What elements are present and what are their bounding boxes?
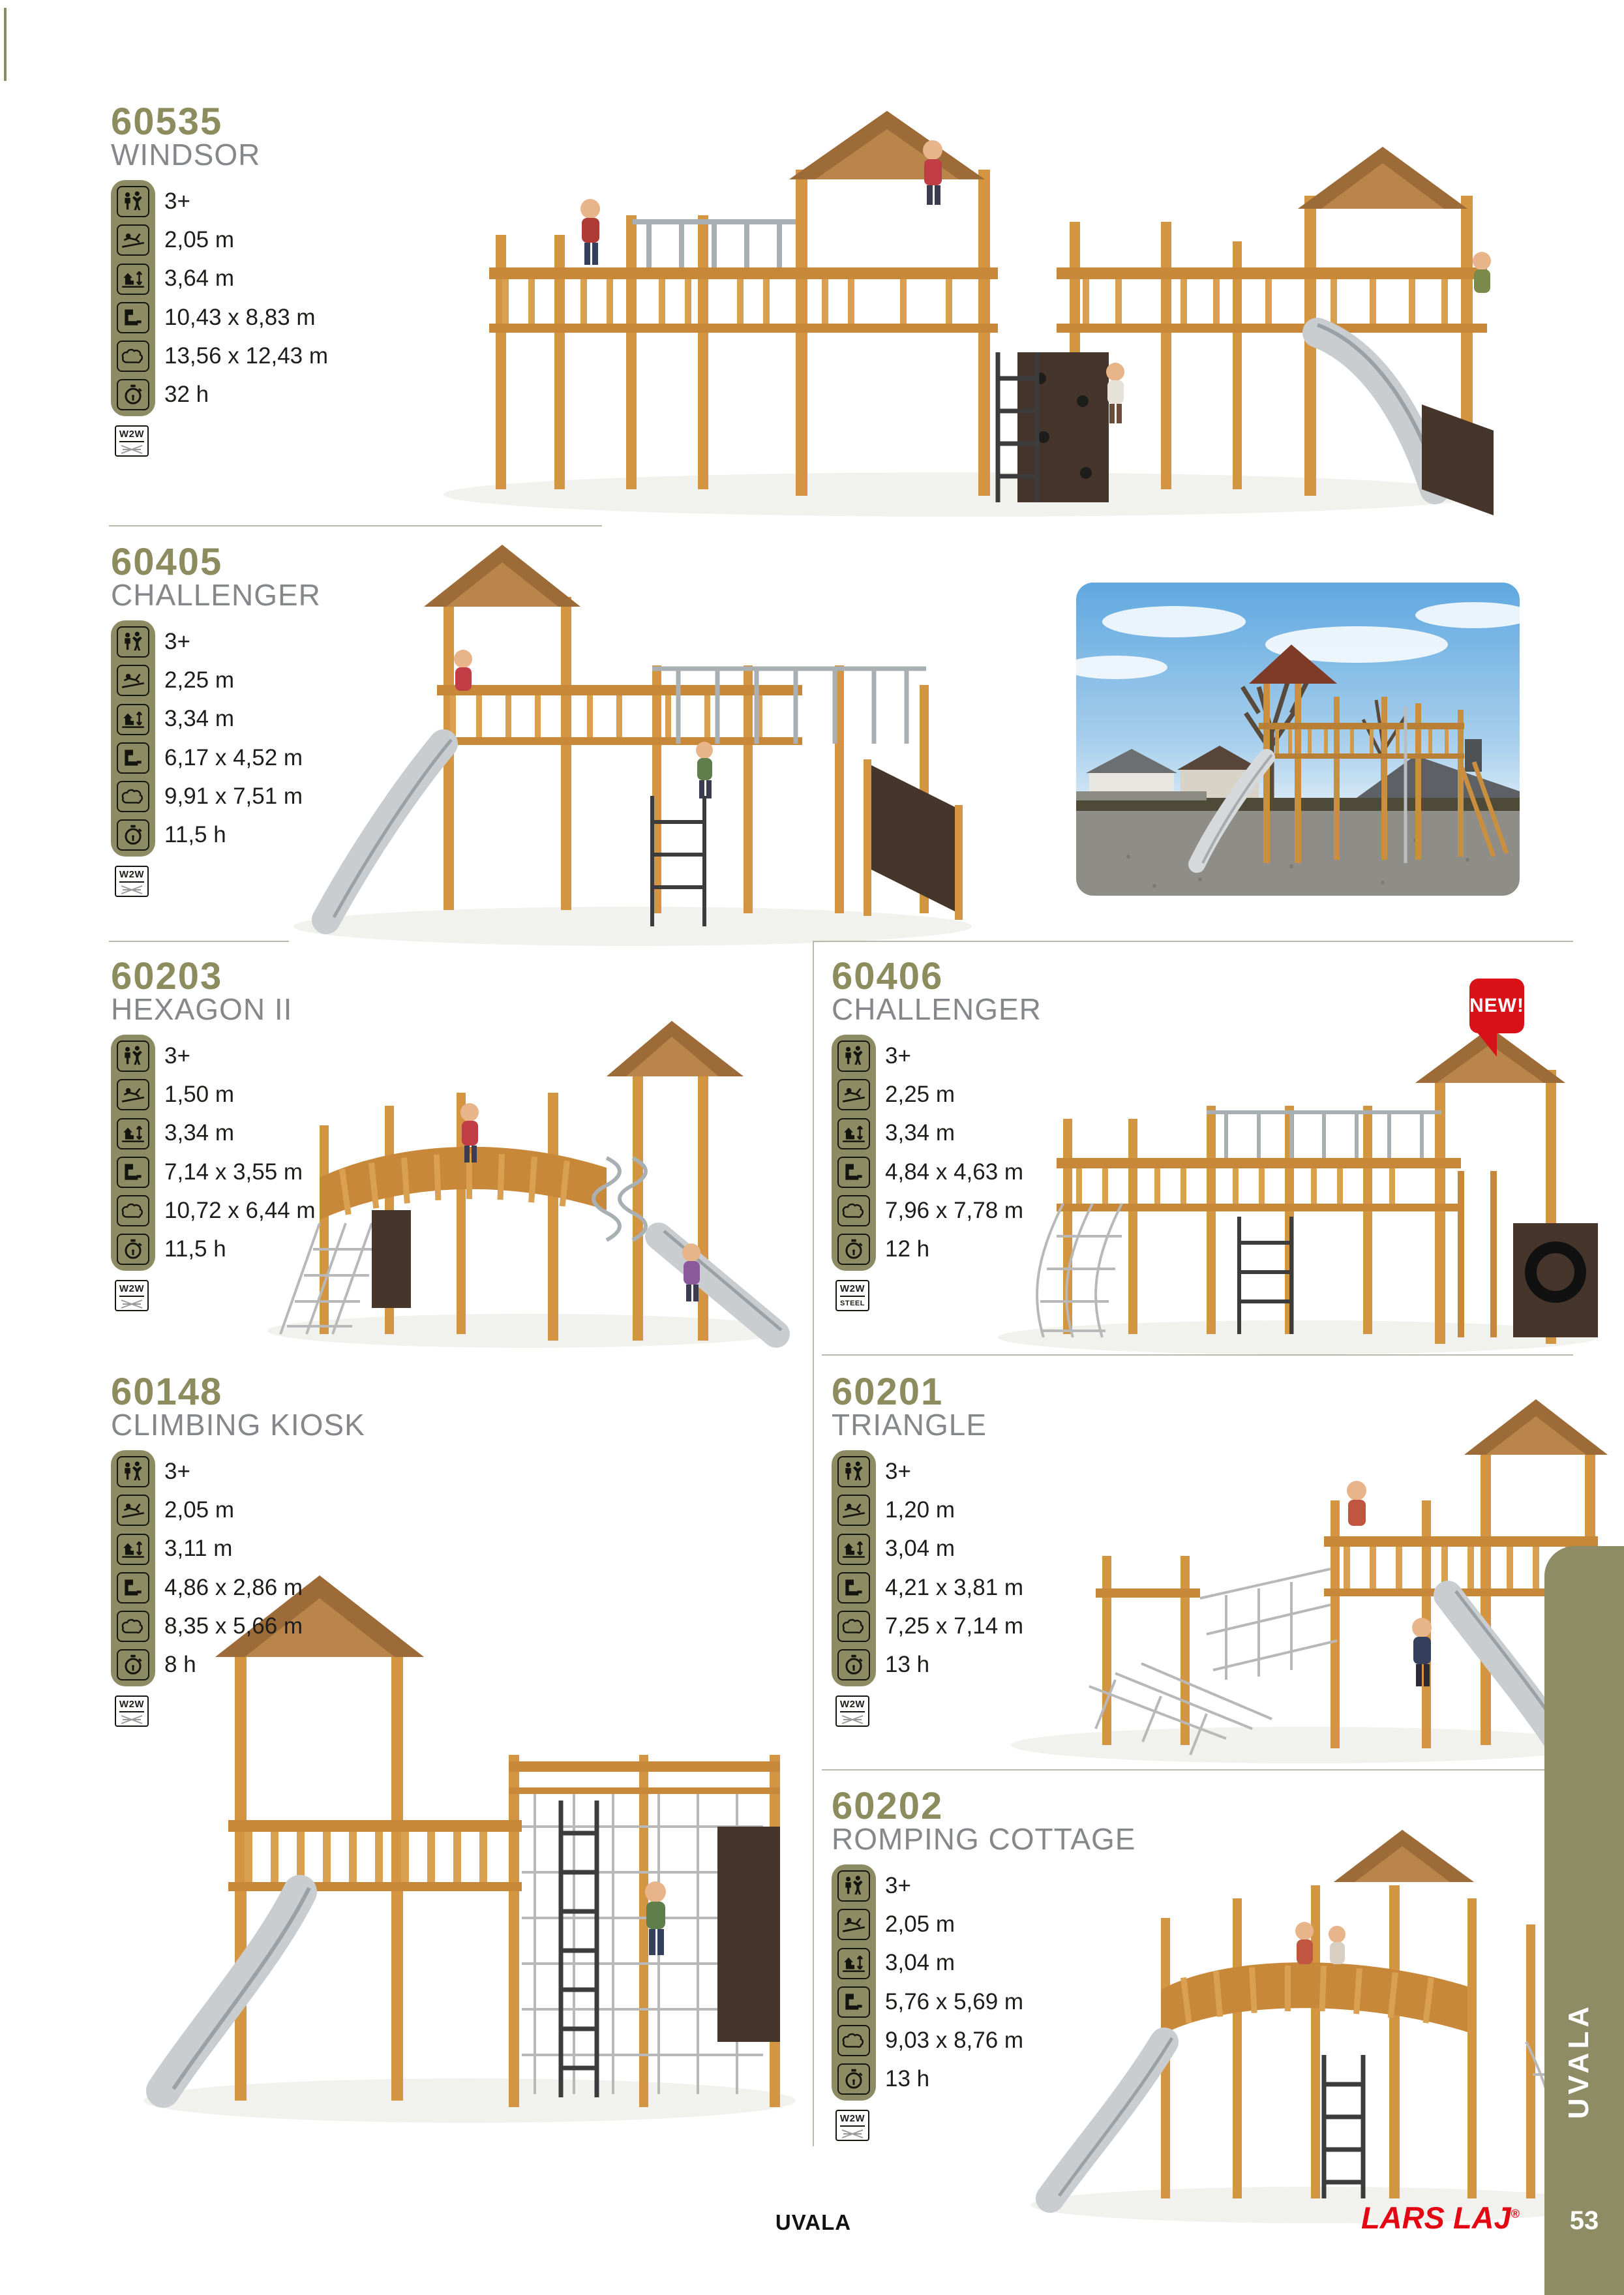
crossed-out-icon xyxy=(119,444,145,455)
spec-safety-zone: 9,03 x 8,76 m xyxy=(885,2027,1024,2053)
total-height-icon xyxy=(117,264,149,295)
divider xyxy=(109,525,602,526)
assembly-time-icon xyxy=(837,1234,870,1265)
crossed-out-icon xyxy=(119,1298,145,1310)
spec-dimensions: 5,76 x 5,69 m xyxy=(885,1988,1024,2014)
spec-age: 3+ xyxy=(885,1042,911,1069)
dimensions-icon xyxy=(117,742,149,774)
total-height-icon xyxy=(837,1118,870,1149)
total-height-icon xyxy=(117,704,149,735)
spec-icon-panel xyxy=(111,620,155,857)
product-name: WINDSOR xyxy=(111,138,261,172)
fall-height-icon xyxy=(837,1495,870,1526)
product-code: 60406 xyxy=(832,955,944,997)
product-render-60535 xyxy=(391,72,1500,522)
spec-safety-zone: 10,72 x 6,44 m xyxy=(164,1197,316,1223)
crossed-out-icon xyxy=(119,884,145,896)
assembly-time-icon xyxy=(117,819,149,851)
spec-fall-height: 2,05 m xyxy=(885,1911,955,1937)
footer-collection-label: UVALA xyxy=(775,2210,852,2234)
spec-total-height: 3,11 m xyxy=(164,1536,233,1562)
w2w-label: W2W xyxy=(119,869,144,883)
spec-list xyxy=(164,182,530,414)
w2w-badge xyxy=(115,1280,149,1311)
spec-icon-panel xyxy=(111,1035,155,1271)
product-name: CHALLENGER xyxy=(111,578,321,612)
fall-height-icon xyxy=(837,1079,870,1110)
spec-icon-panel xyxy=(832,1450,876,1686)
age-icon xyxy=(837,1456,870,1487)
w2w-badge xyxy=(115,1695,149,1727)
dimensions-icon xyxy=(117,302,149,333)
new-badge-label: NEW! xyxy=(1469,979,1524,1033)
divider xyxy=(813,941,1573,942)
spec-list xyxy=(164,622,530,855)
spec-age: 3+ xyxy=(885,1458,911,1484)
dimensions-icon xyxy=(837,1986,870,2018)
dimensions-icon xyxy=(837,1157,870,1188)
spec-safety-zone: 13,56 x 12,43 m xyxy=(164,342,328,369)
spec-dimensions: 6,17 x 4,52 m xyxy=(164,744,303,770)
spec-safety-zone: 7,96 x 7,78 m xyxy=(885,1197,1024,1223)
w2w-label: W2W xyxy=(119,1283,144,1297)
lars-laj-logo xyxy=(1357,2200,1520,2236)
spec-dimensions: 4,21 x 3,81 m xyxy=(885,1574,1024,1600)
divider xyxy=(822,1769,1573,1771)
w2w-label: W2W xyxy=(840,1699,865,1712)
crop-mark xyxy=(4,8,7,81)
w2w-badge xyxy=(115,425,149,457)
spec-assembly-time: 13 h xyxy=(885,2066,930,2092)
w2w-badge xyxy=(835,1695,869,1727)
spec-total-height: 3,34 m xyxy=(885,1120,955,1146)
spec-assembly-time: 8 h xyxy=(164,1652,196,1678)
w2w-label: W2W xyxy=(840,2113,865,2127)
spec-total-height: 3,04 m xyxy=(885,1536,955,1562)
spec-safety-zone: 7,25 x 7,14 m xyxy=(885,1613,1024,1639)
spec-list xyxy=(885,1866,1250,2099)
total-height-icon xyxy=(837,1948,870,1979)
safety-zone-icon xyxy=(117,781,149,812)
crossed-out-icon xyxy=(839,1714,865,1725)
product-name: TRIANGLE xyxy=(832,1408,987,1442)
spec-list xyxy=(164,1452,530,1684)
total-height-icon xyxy=(117,1118,149,1149)
side-tab-label: UVALA xyxy=(1563,2003,1595,2120)
spec-dimensions: 7,14 x 3,55 m xyxy=(164,1159,303,1185)
w2w-badge xyxy=(115,866,149,897)
spec-dimensions: 10,43 x 8,83 m xyxy=(164,304,316,330)
assembly-time-icon xyxy=(117,1234,149,1265)
safety-zone-icon xyxy=(117,1611,149,1642)
w2w-badge xyxy=(835,2110,869,2141)
new-badge-tail xyxy=(1475,1029,1497,1057)
spec-fall-height: 1,50 m xyxy=(164,1081,234,1107)
age-icon xyxy=(837,1870,870,1902)
w2w-label: W2W xyxy=(119,429,144,442)
spec-dimensions: 4,84 x 4,63 m xyxy=(885,1159,1024,1185)
age-icon xyxy=(837,1041,870,1072)
assembly-time-icon xyxy=(837,1649,870,1680)
product-code: 60405 xyxy=(111,541,223,583)
spec-list xyxy=(885,1452,1250,1684)
spec-age: 3+ xyxy=(885,1872,911,1898)
total-height-icon xyxy=(837,1534,870,1565)
spec-total-height: 3,04 m xyxy=(885,1950,955,1976)
spec-icon-panel xyxy=(832,1864,876,2101)
product-name: CHALLENGER xyxy=(832,992,1042,1026)
spec-age: 3+ xyxy=(164,628,190,654)
age-icon xyxy=(117,1041,149,1072)
fall-height-icon xyxy=(117,1495,149,1526)
spec-total-height: 3,34 m xyxy=(164,1120,234,1146)
safety-zone-icon xyxy=(117,341,149,372)
product-code: 60201 xyxy=(832,1371,944,1413)
w2w-label: W2W xyxy=(840,1283,865,1297)
safety-zone-icon xyxy=(117,1195,149,1226)
product-name: ROMPING COTTAGE xyxy=(832,1822,1136,1856)
spec-dimensions: 4,86 x 2,86 m xyxy=(164,1574,303,1600)
product-photo-60405 xyxy=(1076,583,1520,896)
crossed-out-icon xyxy=(119,1714,145,1725)
product-code: 60202 xyxy=(832,1785,944,1827)
dimensions-icon xyxy=(117,1572,149,1603)
spec-fall-height: 2,25 m xyxy=(885,1081,955,1107)
spec-assembly-time: 12 h xyxy=(885,1236,930,1262)
spec-fall-height: 1,20 m xyxy=(885,1497,955,1523)
spec-safety-zone: 8,35 x 5,66 m xyxy=(164,1613,303,1639)
new-badge xyxy=(1469,979,1526,1057)
divider xyxy=(109,941,289,942)
spec-age: 3+ xyxy=(164,1042,190,1069)
spec-age: 3+ xyxy=(164,1458,190,1484)
age-icon xyxy=(117,1456,149,1487)
spec-assembly-time: 32 h xyxy=(164,382,209,408)
w2w-steel-badge xyxy=(835,1280,869,1311)
crossed-out-icon xyxy=(839,2128,865,2140)
spec-fall-height: 2,25 m xyxy=(164,667,234,693)
age-icon xyxy=(117,626,149,658)
spec-age: 3+ xyxy=(164,188,190,214)
total-height-icon xyxy=(117,1534,149,1565)
dimensions-icon xyxy=(117,1157,149,1188)
dimensions-icon xyxy=(837,1572,870,1603)
safety-zone-icon xyxy=(837,1611,870,1642)
fall-height-icon xyxy=(117,665,149,696)
w2w-label: W2W xyxy=(119,1699,144,1712)
divider xyxy=(822,1354,1573,1356)
assembly-time-icon xyxy=(117,1649,149,1680)
assembly-time-icon xyxy=(837,2063,870,2095)
column-divider xyxy=(813,941,814,2146)
spec-icon-panel xyxy=(111,1450,155,1686)
product-code: 60535 xyxy=(111,100,223,143)
spec-icon-panel xyxy=(832,1035,876,1271)
safety-zone-icon xyxy=(837,2025,870,2056)
spec-assembly-time: 13 h xyxy=(885,1652,930,1678)
product-name: CLIMBING KIOSK xyxy=(111,1408,365,1442)
spec-icon-panel xyxy=(111,180,155,416)
fall-height-icon xyxy=(117,224,149,256)
page-number: 53 xyxy=(1569,2206,1599,2235)
brand-text: LARS LAJ xyxy=(1361,2200,1511,2235)
spec-total-height: 3,34 m xyxy=(164,706,234,732)
side-tab xyxy=(1544,1546,1624,2295)
fall-height-icon xyxy=(837,1909,870,1940)
spec-list xyxy=(885,1037,1250,1269)
safety-zone-icon xyxy=(837,1195,870,1226)
spec-list xyxy=(164,1037,530,1269)
spec-safety-zone: 9,91 x 7,51 m xyxy=(164,783,303,809)
spec-fall-height: 2,05 m xyxy=(164,226,234,252)
fall-height-icon xyxy=(117,1079,149,1110)
age-icon xyxy=(117,186,149,217)
spec-total-height: 3,64 m xyxy=(164,266,234,292)
product-code: 60203 xyxy=(111,955,223,997)
registered-mark: ® xyxy=(1511,2207,1520,2221)
product-code: 60148 xyxy=(111,1371,223,1413)
spec-fall-height: 2,05 m xyxy=(164,1497,234,1523)
spec-assembly-time: 11,5 h xyxy=(164,822,226,848)
steel-label: STEEL xyxy=(840,1299,865,1307)
assembly-time-icon xyxy=(117,379,149,410)
spec-assembly-time: 11,5 h xyxy=(164,1236,226,1262)
product-name: HEXAGON II xyxy=(111,992,293,1026)
